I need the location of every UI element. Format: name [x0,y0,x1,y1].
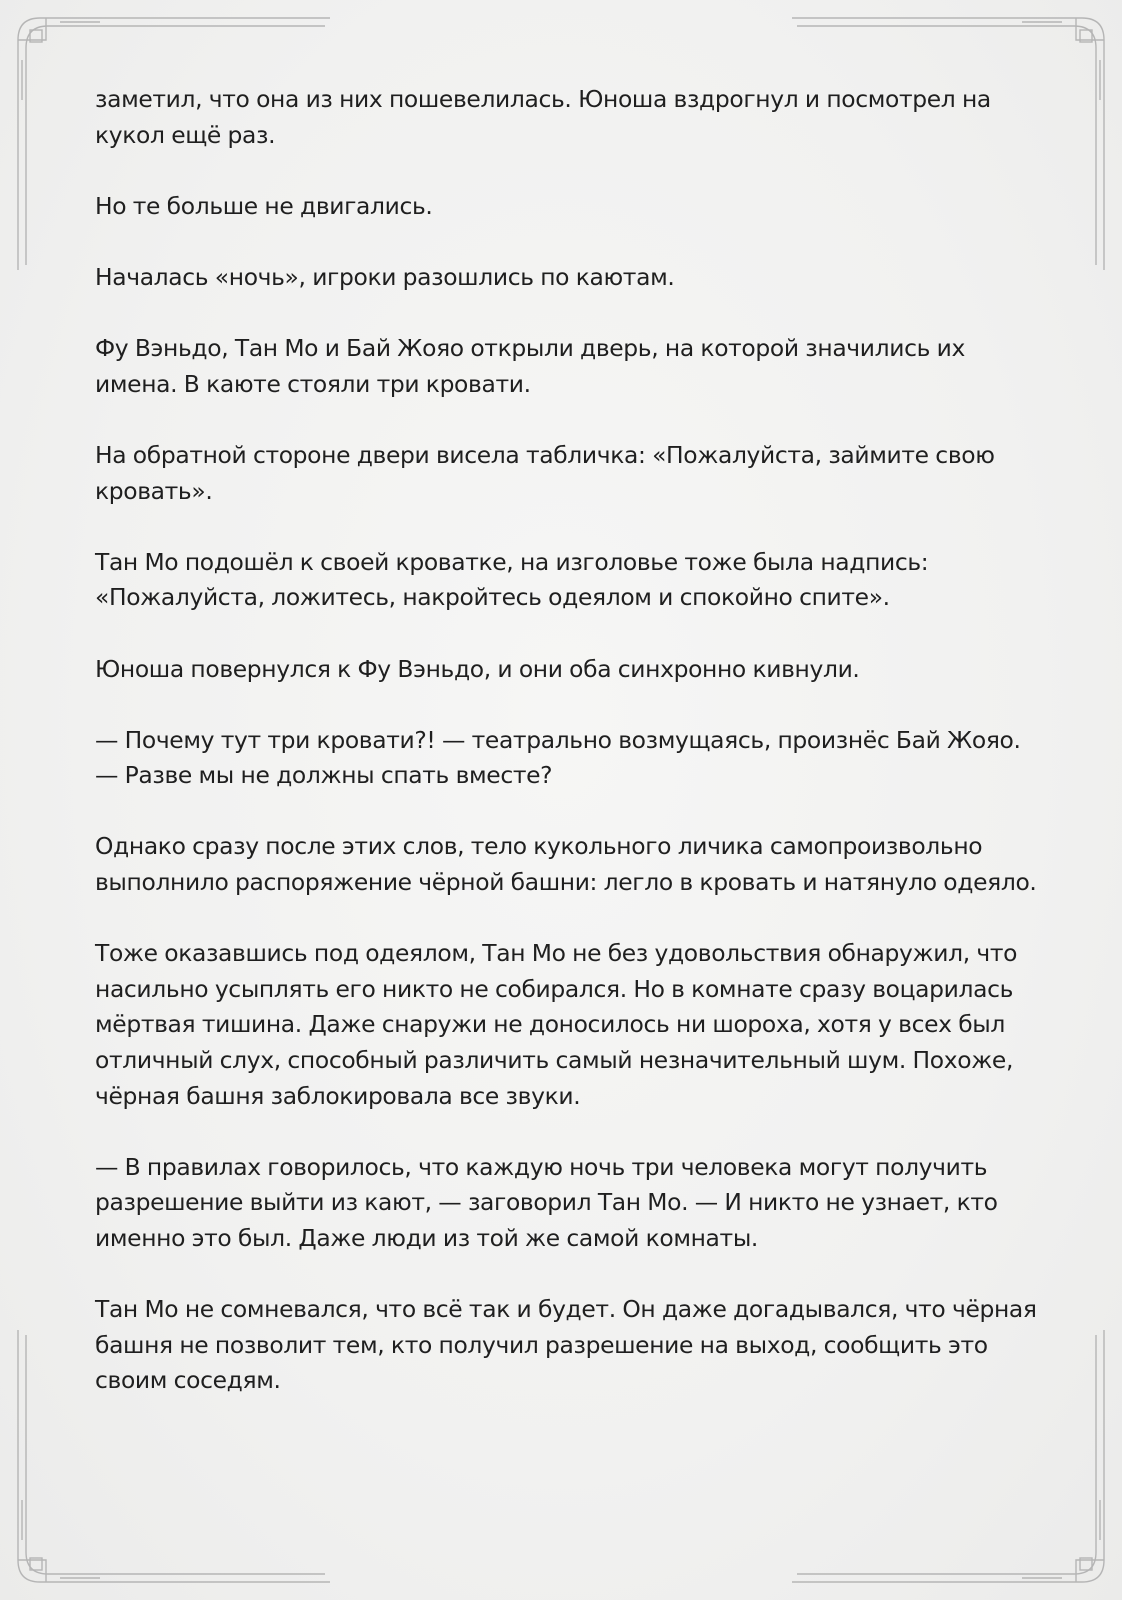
paragraph-4: Фу Вэньдо, Тан Мо и Бай Жояо открыли дверь, на которой значились их имена. В каюте стояли три кровати. [95,334,965,398]
paragraph-9: Однако сразу после этих слов, тело кукольного личика самопроизвольно выполнило распоряжение чёрной башни: легло в кровать и натянуло одеяло. [95,832,1037,897]
paragraph-10: Тоже оказавшись под одеялом, Тан Мо не без удовольствия обнаружил, что насильно усыплять его никто не собирался. Но в комнате сразу воцарилась мёртвая тишина. Даже снаружи не доносилось ни шороха, хотя у всех был отличный слух, способный различить самый незначительный шум. Похоже, чёрная башня заблокировала все звуки. [95,939,1018,1110]
paragraph-5: На обратной стороне двери висела табличка: «Пожалуйста, займите свою кровать». [95,440,995,505]
paragraph-11: — В правилах говорилось, что каждую ночь три человека могут получить разрешение выйти из кают, — заговорил Тан Мо. — И никто не узнает, кто именно это был. Даже люди из той же самой комнаты. [95,1152,998,1252]
paragraph-2: Но те больше не двигались. [95,191,433,220]
paragraph-6: Тан Мо подошёл к своей кроватке, на изголовье тоже была надпись: «Пожалуйста, ложитесь, накройтесь одеялом и спокойно спите». [95,547,929,612]
paragraph-7: Юноша повернулся к Фу Вэньдо, и они оба синхронно кивнули. [95,654,860,683]
paragraph-3: Началась «ночь», игроки разошлись по каютам. [95,262,675,291]
paragraph-12: Тан Мо не сомневался, что всё так и будет. Он даже догадывался, что чёрная башня не позволит тем, кто получил разрешение на выход, сообщить это своим соседям. [95,1295,1037,1395]
paragraph-1: заметил, что она из них пошевелилась. Юноша вздрогнул и посмотрел на кукол ещё раз. [95,85,991,149]
text-body [95,82,1045,1435]
paragraph-8: — Почему тут три кровати?! — театрально возмущаясь, произнёс Бай Жояо. — Разве мы не должны спать вместе? [95,725,1021,790]
